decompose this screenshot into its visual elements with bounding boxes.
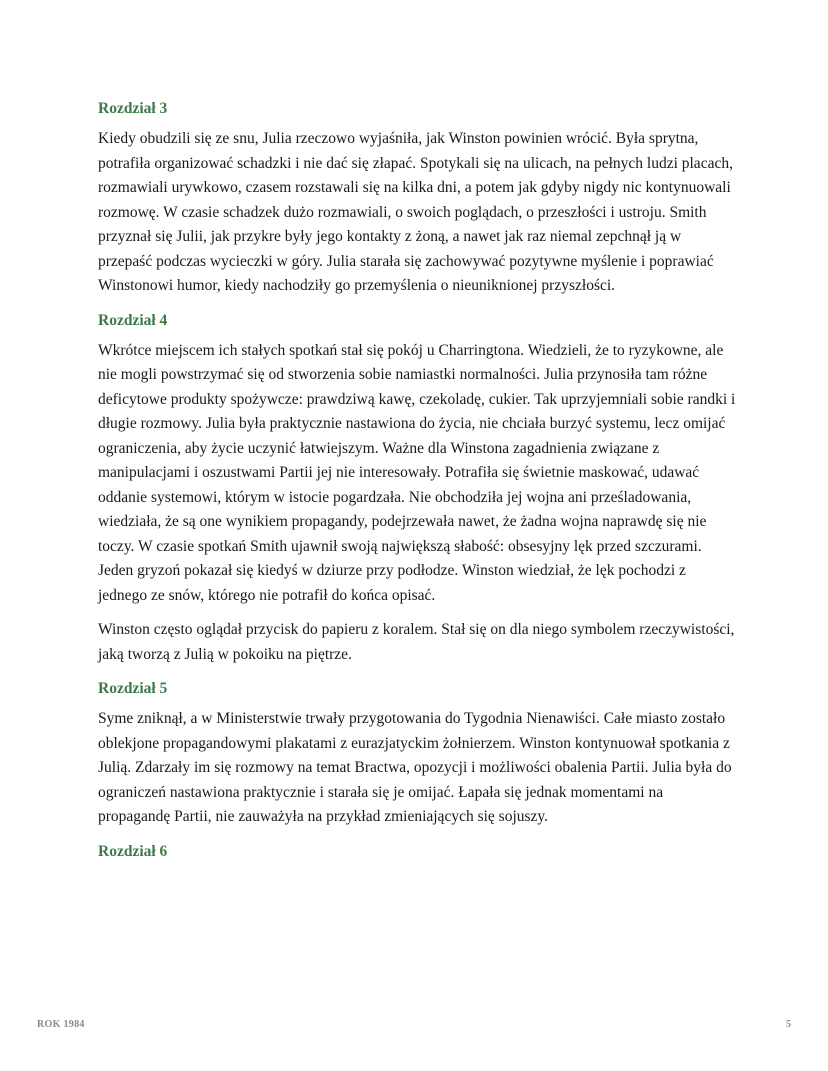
chapter-heading: Rozdział 6 xyxy=(98,842,168,860)
section-chapter-5 xyxy=(98,677,738,830)
document-body xyxy=(98,97,738,870)
section-chapter-3 xyxy=(98,97,738,299)
paragraph: Syme zniknął, a w Ministerstwie trwały przygotowania do Tygodnia Nienawiści. Całe miasto zostało oblekjone propagandowymi plakatami z eurazjatyckim żołnierzem. Winston kontynuował spotkania z Julią. Zdarzały im się rozmowy na temat Bractwa, opozycji i możliwości obalenia Partii. Julia była do ograniczeń nastawiona praktycznie i starała się je omijać. Łapała się jednak momentami na propagandę Partii, nie zauważyła na przykład zmieniających się sojuszy. xyxy=(98,710,732,825)
section-chapter-4 xyxy=(98,309,738,668)
chapter-heading: Rozdział 3 xyxy=(98,100,168,117)
section-chapter-6 xyxy=(98,840,738,864)
chapter-heading: Rozdział 5 xyxy=(98,680,168,697)
page-number: 5 xyxy=(786,1019,791,1030)
paragraph: Winston często oglądał przycisk do papieru z koralem. Stał się on dla niego symbolem rzeczywistości, jaką tworzą z Julią w pokoiku na piętrze. xyxy=(98,621,735,663)
footer-title: ROK 1984 xyxy=(37,1019,85,1030)
paragraph: Kiedy obudzili się ze snu, Julia rzeczowo wyjaśniła, jak Winston powinien wrócić. Była sprytna, potrafiła organizować schadzki i nie dać się złapać. Spotykali się na ulicach, na pełnych ludzi placach, rozmawiali urywkowo, czasem rozstawali się na kilka dni, a potem jak gdyby nigdy nic kontynuowali rozmowę. W czasie schadzek dużo rozmawiali, o swoich poglądach, o przeszłości i ustroju. Smith przyznał się Julii, jak przykre były jego kontakty z żoną, a nawet jak raz niemal zepchnął ją w przepaść podczas wycieczki w góry. Julia starała się zachowywać pozytywne myślenie i poprawiać Winstonowi humor, kiedy nachodziły go przemyślenia o nieuniknionej przyszłości. xyxy=(98,130,733,294)
chapter-heading: Rozdział 4 xyxy=(98,311,168,329)
paragraph: Wkrótce miejscem ich stałych spotkań stał się pokój u Charringtona. Wiedzieli, że to ryzykowne, ale nie mogli powstrzymać się od stworzenia sobie namiastki normalności. Julia przynosiła tam różne deficytowe produkty spożywcze: prawdziwą kawę, czekoladę, cukier. Tak uprzyjemniali sobie randki i długie rozmowy. Julia była praktycznie nastawiona do życia, nie chciała burzyć systemu, lecz omijać ograniczenia, aby życie uczynić łatwiejszym. Ważne dla Winstona zagadnienia związane z manipulacjami i oszustwami Partii jej nie interesowały. Potrafiła się świetnie maskować, udawać oddanie systemowi, którym w istocie pogardzała. Nie obchodziła jej wojna ani prześladowania, wiedziała, że są one wynikiem propagandy, podejrzewała nawet, że żadna wojna naprawdę się nie toczy. W czasie spotkań Smith ujawnił swoją największą słabość: obsesyjny lęk przed szczurami. Jeden gryzoń pokazał się kiedyś w dziurze przy podłodze. Winston wiedział, że lęk pochodzi z jednego ze snów, którego nie potrafił do końca opisać. xyxy=(98,341,736,604)
